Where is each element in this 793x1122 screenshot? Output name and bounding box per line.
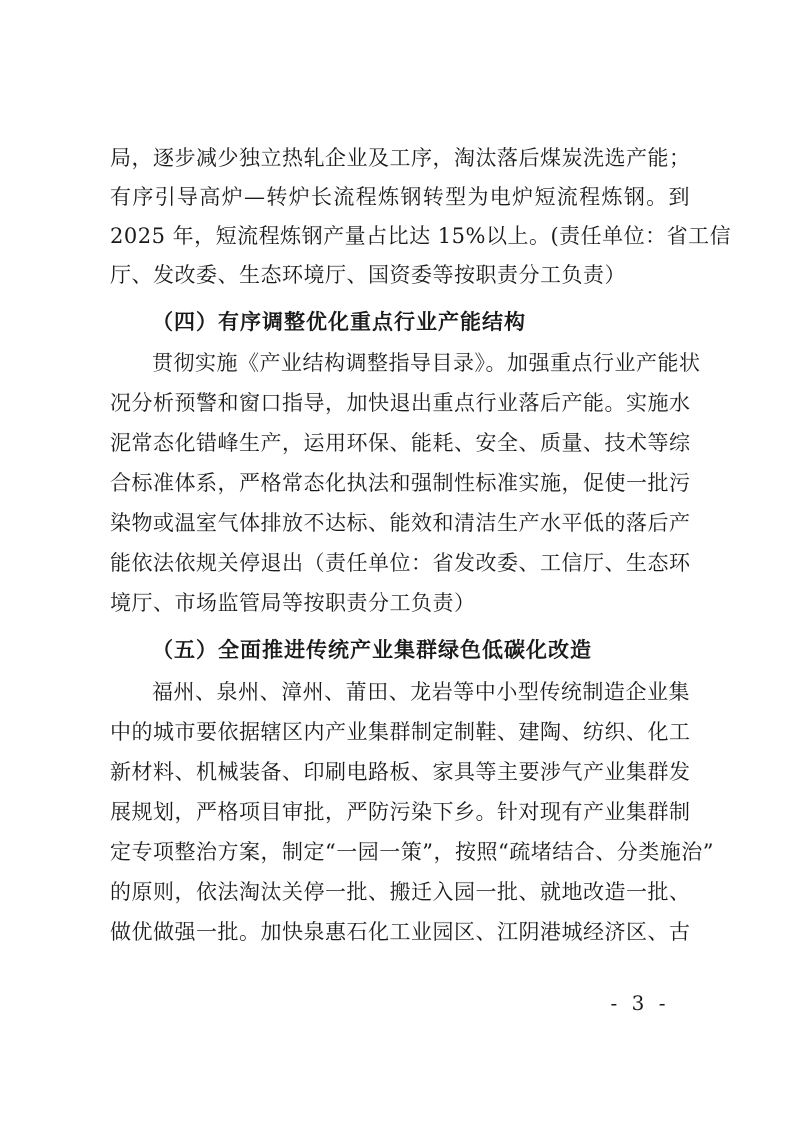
paragraph-line: 厅、发改委、生态环境厅、国资委等按职责分工负责） bbox=[110, 263, 626, 287]
paragraph-line: 合标准体系，严格常态化执法和强制性标准实施，促使一批污 bbox=[110, 471, 691, 495]
paragraph-line: 定专项整治方案，制定“一园一策”，按照“疏堵结合、分类施治” bbox=[110, 840, 714, 864]
paragraph-line: 局，逐步减少独立热轧企业及工序，淘汰落后煤炭洗选产能； bbox=[110, 146, 691, 170]
paragraph-line: 有序引导高炉—转炉长流程炼钢转型为电炉短流程炼钢。到 bbox=[110, 185, 690, 209]
paragraph-line: 况分析预警和窗口指导，加快退出重点行业落后产能。实施水 bbox=[110, 391, 691, 415]
paragraph-line: 中的城市要依据辖区内产业集群制定制鞋、建陶、纺织、化工 bbox=[110, 720, 691, 744]
paragraph-line: 贯彻实施《产业结构调整指导目录》。加强重点行业产能状 bbox=[152, 351, 701, 375]
paragraph-line: 福州、泉州、漳州、莆田、龙岩等中小型传统制造企业集 bbox=[152, 680, 690, 704]
paragraph-line: 泥常态化错峰生产，运用环保、能耗、安全、质量、技术等综 bbox=[110, 431, 691, 455]
paragraph-line: 2025 年，短流程炼钢产量占比达 15%以上。(责任单位：省工信 bbox=[110, 224, 732, 248]
paragraph-line: 能依法依规关停退出（责任单位：省发改委、工信厅、生态环 bbox=[110, 551, 691, 575]
section-heading-4: （四）有序调整优化重点行业产能结构 bbox=[152, 309, 526, 334]
paragraph-line: 染物或温室气体排放不达标、能效和清洁生产水平低的落后产 bbox=[110, 511, 691, 535]
paragraph-line: 境厅、市场监管局等按职责分工负责） bbox=[110, 591, 476, 615]
page-number: - 3 - bbox=[610, 991, 670, 1015]
section-heading-5: （五）全面推进传统产业集群绿色低碳化改造 bbox=[152, 637, 592, 662]
paragraph-line: 展规划，严格项目审批，严防污染下乡。针对现有产业集群制 bbox=[110, 800, 691, 824]
paragraph-line: 的原则，依法淘汰关停一批、搬迁入园一批、就地改造一批、 bbox=[110, 880, 691, 904]
paragraph-line: 新材料、机械装备、印刷电路板、家具等主要涉气产业集群发 bbox=[110, 760, 691, 784]
paragraph-line: 做优做强一批。加快泉惠石化工业园区、江阴港城经济区、古 bbox=[110, 920, 691, 944]
